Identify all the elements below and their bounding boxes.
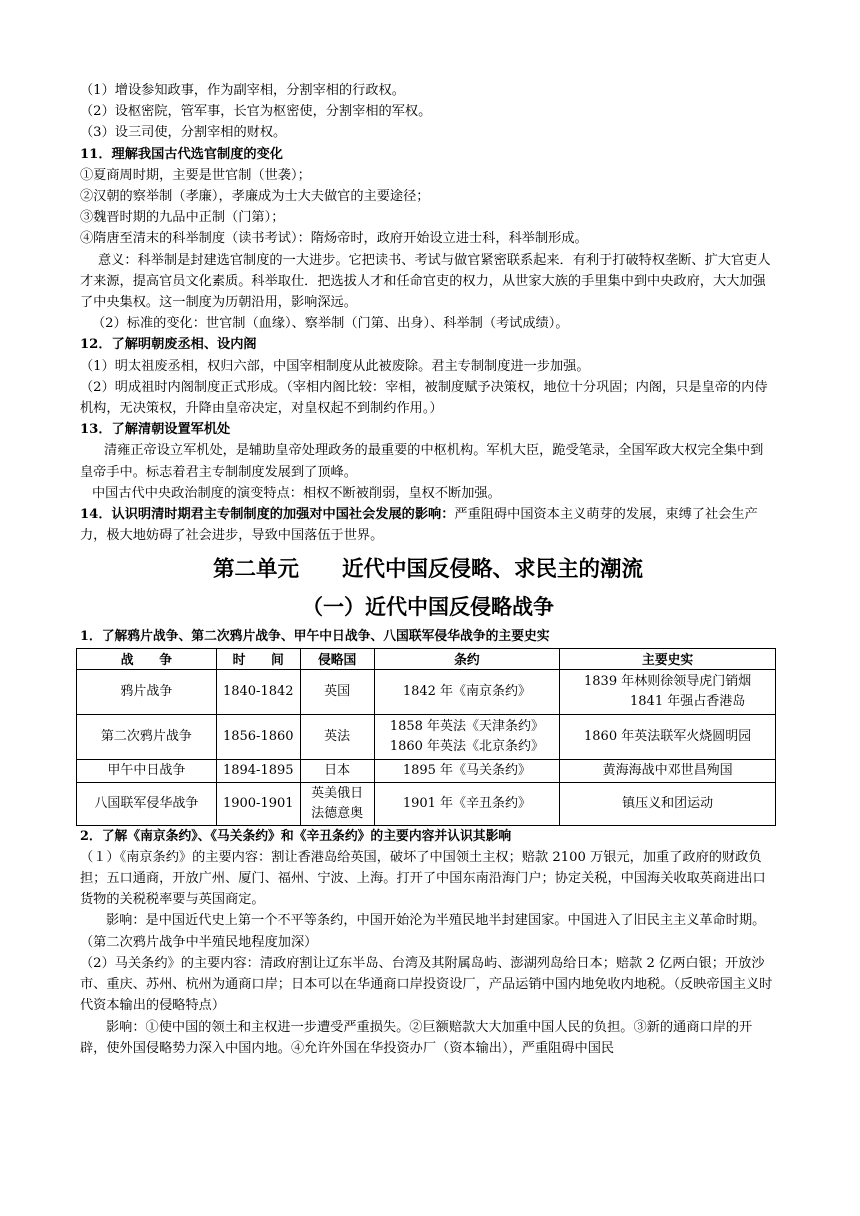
sec12-item-2: （2）明成祖时内阁制度正式形成。（宰相内阁比较：宰相，被制度赋予决策权，地位十分巩固；内阁，只是皇帝的内侍机构，无决策权，升降由皇帝决定，对皇权起不到制约作用。） bbox=[80, 379, 768, 417]
q2-maguan: （2）马关条约》的主要内容：清政府割让辽东半岛、台湾及其附属岛屿、澎湖列岛给日本；赔款 2 亿两白银；开放沙市、重庆、苏州、杭州为通商口岸；日本可以在华通商口岸投资设厂，产品运销中国内地免收内地税。（反映帝国主义时代资本输出的侵略特点） bbox=[80, 955, 773, 1014]
unit-title: 第二单元 近代中国反侵略、求民主的潮流 bbox=[212, 557, 643, 583]
sec10-item-3: （3）设三司使，分割宰相的财权。 bbox=[80, 125, 287, 141]
sec11-item-3: ③魏晋时期的九品中正制（门第）； bbox=[80, 210, 285, 226]
document-page bbox=[80, 80, 776, 1059]
cell-invader: 英法 bbox=[300, 714, 374, 759]
cell-time: 1900-1901 bbox=[216, 782, 300, 825]
header-time: 时 间 bbox=[216, 648, 300, 669]
q2-title: 2．了解《南京条约》、《马关条约》和《辛丑条约》的主要内容并认识其影响 bbox=[80, 828, 512, 844]
cell-invader-line-1: 英美俄日 bbox=[311, 785, 364, 801]
sec10-item-1: （1）增设参知政事，作为副宰相，分割宰相的行政权。 bbox=[80, 83, 405, 98]
header-war: 战 争 bbox=[77, 648, 217, 669]
cell-treaty-line-1: 1858 年英法《天津条约》 bbox=[389, 718, 545, 734]
sec14-paragraph bbox=[80, 504, 776, 546]
cell-war: 八国联军侵华战争 bbox=[77, 782, 217, 825]
sec10-item-2: （2）设枢密院，管军事，长官为枢密使，分割宰相的军权。 bbox=[80, 104, 432, 120]
cell-facts-line-2: 1841 年强占香港岛 bbox=[630, 693, 746, 709]
cell-treaty: 1901 年《辛丑条约》 bbox=[374, 782, 560, 825]
q1-title: 1．了解鸦片战争、第二次鸦片战争、甲午中日战争、八国联军侵华战争的主要史实 bbox=[80, 629, 550, 645]
cell-facts-line-1: 1839 年林则徐领导虎门销烟 bbox=[584, 673, 752, 689]
cell-time: 1840-1842 bbox=[216, 669, 300, 714]
sec13-title: 13．了解清朝设置军机处 bbox=[80, 422, 231, 438]
cell-time: 1894-1895 bbox=[216, 759, 300, 782]
cell-invader-line-2: 法德意奥 bbox=[311, 805, 364, 821]
cell-invader: 英国 bbox=[300, 669, 374, 714]
table-row bbox=[77, 714, 776, 759]
cell-treaty: 1895 年《马关条约》 bbox=[374, 759, 560, 782]
cell-war: 甲午中日战争 bbox=[77, 759, 217, 782]
header-treaty: 条约 bbox=[374, 648, 560, 669]
sec14-body: 严重阻碍中国资本主义萌芽的发展，束缚了社会生产力，极大地妨碍了社会进步，导致中国落伍于世界。 bbox=[80, 507, 758, 544]
q2-maguan-impact: 影响：①使中国的领土和主权进一步遭受严重损失。②巨额赔款大大加重中国人民的负担。③新的通商口岸的开辟，使外国侵略势力深入中国内地。④允许外国在华投资办厂（资本输出），严重阻碍中国民 bbox=[80, 1019, 753, 1056]
cell-war: 鸦片战争 bbox=[77, 669, 217, 714]
sec13-trait: 中国古代中央政治制度的演变特点：相权不断被削弱，皇权不断加强。 bbox=[92, 485, 501, 501]
sec11-standard: （2）标准的变化：世官制（血缘）、察举制（门第、出身）、科举制（考试成绩）。 bbox=[92, 316, 569, 332]
table-row bbox=[77, 759, 776, 782]
sec12-item-1: （1）明太祖废丞相，权归六部，中国宰相制度从此被废除。君主专制制度进一步加强。 bbox=[80, 358, 590, 374]
sec11-item-2: ②汉朝的察举制（孝廉），孝廉成为士大夫做官的主要途径； bbox=[80, 189, 430, 205]
sec11-significance: 意义：科举制是封建选官制度的一大进步。它把读书、考试与做官紧密联系起来．有利于打破特权垄断、扩大官吏人才来源，提高官员文化素质。科举取仕．把选拔人才和任命官吏的权力，从世家大族的手里集中到中央政府，大大加强了中央集权。这一制度为历朝沿用，影响深远。 bbox=[80, 252, 771, 311]
sec11-title: 11．理解我国古代选官制度的变化 bbox=[80, 146, 283, 162]
cell-war: 第二次鸦片战争 bbox=[77, 714, 217, 759]
q2-nanjing-impact: 影响：是中国近代史上第一个不平等条约，中国开始沦为半殖民地半封建国家。中国进入了旧民主主义革命时期。（第二次鸦片战争中半殖民地程度加深） bbox=[80, 913, 766, 950]
cell-facts bbox=[560, 669, 776, 714]
cell-facts: 镇压义和团运动 bbox=[560, 782, 776, 825]
war-table-header bbox=[77, 648, 776, 669]
sec12-title: 12．了解明朝废丞相、设内阁 bbox=[80, 337, 257, 353]
cell-invader bbox=[300, 782, 374, 825]
war-table bbox=[76, 648, 776, 826]
cell-treaty: 1842 年《南京条约》 bbox=[374, 669, 560, 714]
table-row bbox=[77, 669, 776, 714]
table-row bbox=[77, 782, 776, 825]
cell-treaty-line-2: 1860 年英法《北京条约》 bbox=[389, 738, 545, 754]
header-invader: 侵略国 bbox=[300, 648, 374, 669]
cell-facts: 黄海海战中邓世昌殉国 bbox=[560, 759, 776, 782]
cell-time: 1856-1860 bbox=[216, 714, 300, 759]
cell-treaty bbox=[374, 714, 560, 759]
cell-facts: 1860 年英法联军火烧圆明园 bbox=[560, 714, 776, 759]
chapter-title: （一）近代中国反侵略战争 bbox=[302, 595, 554, 620]
header-facts: 主要史实 bbox=[560, 648, 776, 669]
sec11-item-1: ①夏商周时期，主要是世官制（世袭）； bbox=[80, 167, 311, 183]
sec13-paragraph: 清雍正帝设立军机处，是辅助皇帝处理政务的最重要的中枢机构。军机大臣，跪受笔录，全国军政大权完全集中到皇帝手中。标志着君主专制制度发展到了顶峰。 bbox=[80, 443, 764, 480]
cell-invader: 日本 bbox=[300, 759, 374, 782]
sec11-item-4: ④隋唐至清末的科举制度（读书考试）：隋炀帝时，政府开始设立进士科，科举制形成。 bbox=[80, 231, 588, 247]
sec14-title: 14．认识明清时期君主专制制度的加强对中国社会发展的影响： bbox=[80, 507, 455, 523]
q2-nanjing: （１）《南京条约》的主要内容：割让香港岛给英国，破坏了中国领土主权；赔款 2100 万银元，加重了政府的财政负担；五口通商，开放广州、厦门、福州、宁波、上海。打开了中国东南沿海门户；协定关税，中国海关收取英商进出口货物的关税税率要与英国商定。 bbox=[80, 849, 766, 908]
